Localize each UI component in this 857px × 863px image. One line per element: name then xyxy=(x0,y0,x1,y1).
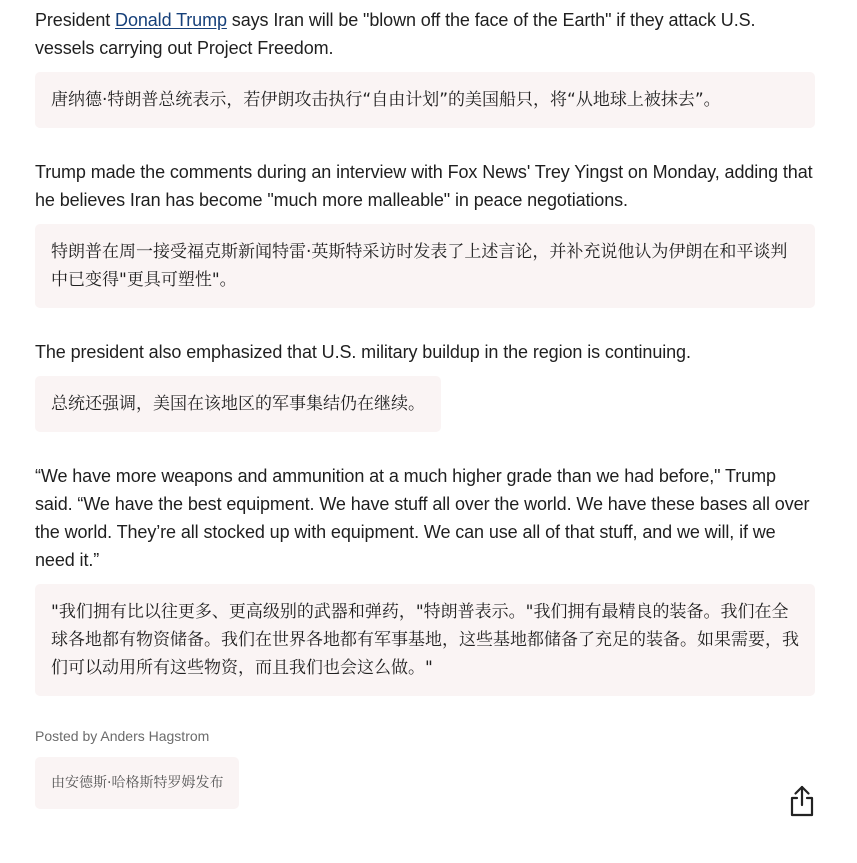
translation-box-1: 唐纳德·特朗普总统表示，若伊朗攻击执行“自由计划”的美国船只，将“从地球上被抹去”。 xyxy=(35,72,815,128)
paragraph-en-1 xyxy=(35,6,815,62)
paragraph-en-3: The president also emphasized that U.S. military buildup in the region is continuing. xyxy=(35,342,691,362)
translation-box-2: 特朗普在周一接受福克斯新闻特雷·英斯特采访时发表了上述言论，并补充说他认为伊朗在和平谈判中已变得"更具可塑性"。 xyxy=(35,224,815,308)
byline-en: Posted by Anders Hagstrom xyxy=(35,728,210,744)
share-icon xyxy=(789,785,815,817)
paragraph-en-2: Trump made the comments during an interview with Fox News' Trey Yingst on Monday, adding that he believes Iran has become "much more malleable" in peace negotiations. xyxy=(35,162,813,210)
paragraph-block-2 xyxy=(35,158,815,308)
paragraph-en-4: “We have more weapons and ammunition at a much higher grade than we had before," Trump said. “We have the best equipment. We have stuff all over the world. We have these bases all over the world. They’re all stocked up with equipment. We can use all of that stuff, and we will, if we need it.” xyxy=(35,466,810,570)
byline xyxy=(35,726,815,809)
paragraph-block-3 xyxy=(35,338,815,432)
donald-trump-link[interactable]: Donald Trump xyxy=(115,10,227,30)
article-body xyxy=(35,6,815,809)
translation-box-3: 总统还强调，美国在该地区的军事集结仍在继续。 xyxy=(35,376,441,432)
byline-translation: 由安德斯·哈格斯特罗姆发布 xyxy=(35,757,239,809)
paragraph-block-4 xyxy=(35,462,815,696)
paragraph-text: President xyxy=(35,10,116,30)
paragraph-text: says Iran will be "blown off the face of the Earth" if they attack U.S. vessels carrying out Project Freedom. xyxy=(35,10,756,58)
share-button[interactable] xyxy=(789,785,815,817)
paragraph-block-1 xyxy=(35,6,815,128)
translation-box-4: "我们拥有比以往更多、更高级别的武器和弹药，"特朗普表示。"我们拥有最精良的装备。我们在全球各地都有物资储备。我们在世界各地都有军事基地，这些基地都储备了充足的装备。如果需要，我们可以动用所有这些物资，而且我们也会这么做。" xyxy=(35,584,815,696)
